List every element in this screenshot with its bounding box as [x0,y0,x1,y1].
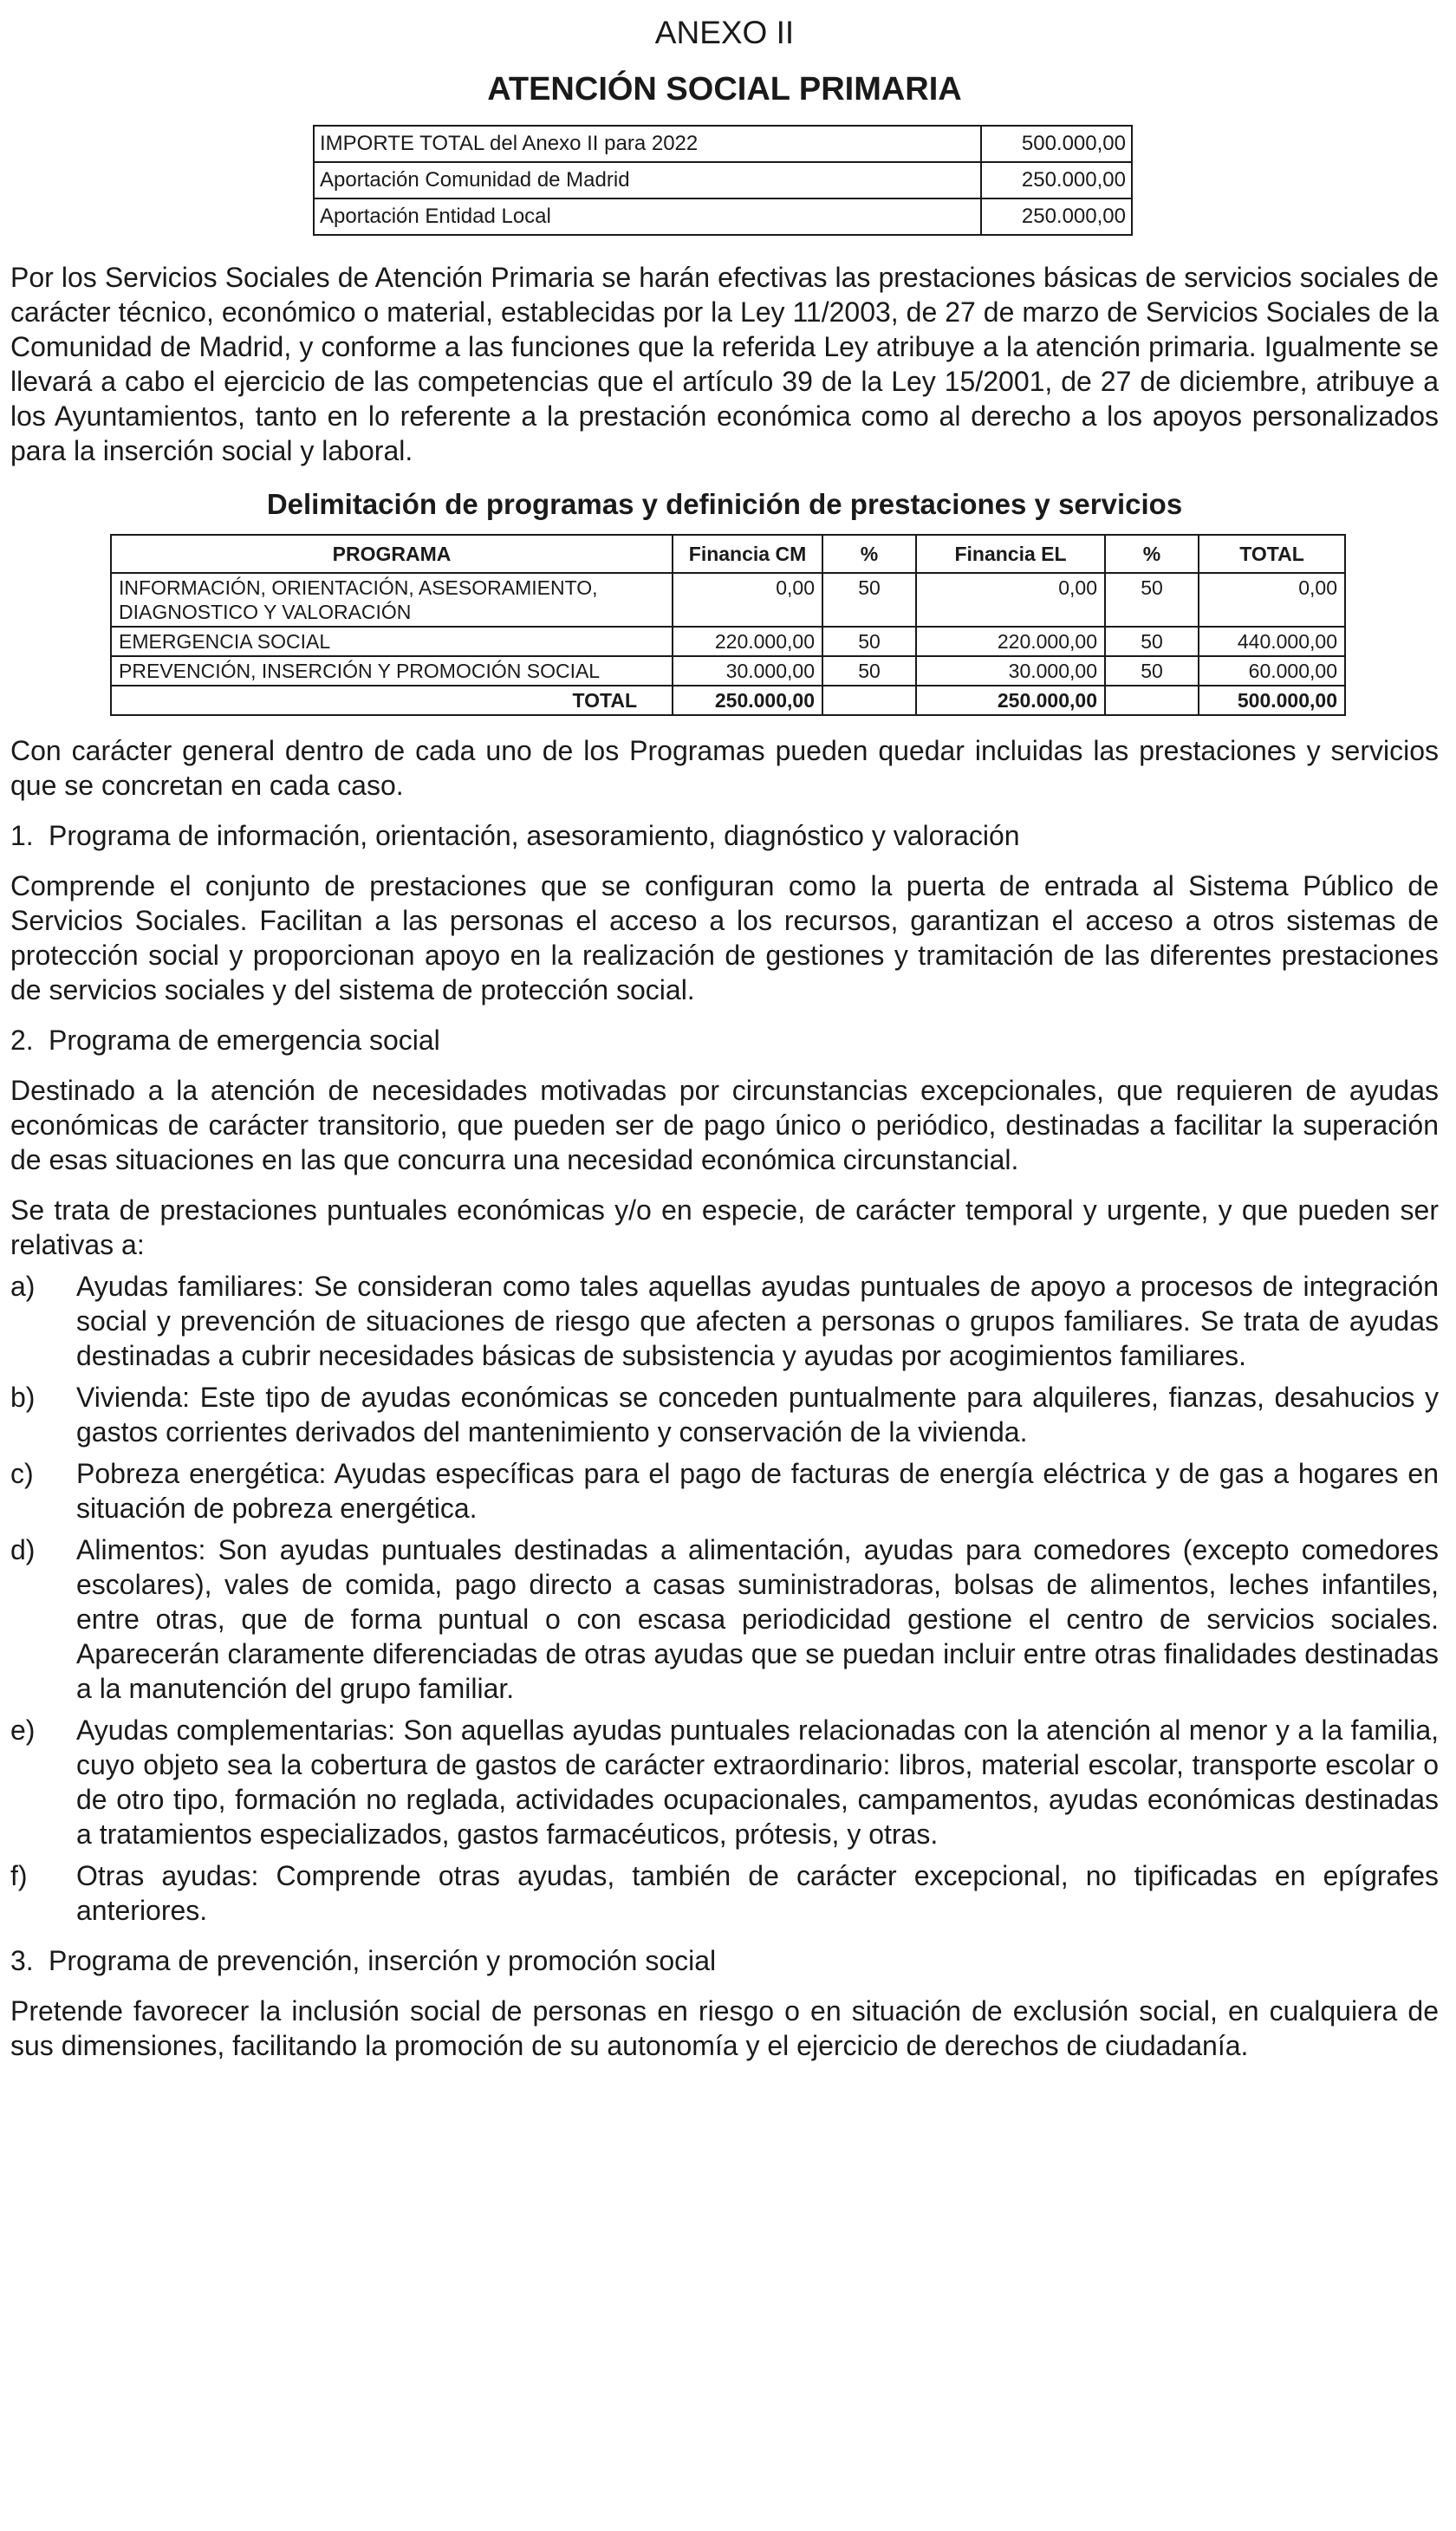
program-cell: INFORMACIÓN, ORIENTACIÓN, ASESORAMIENTO, DIAGNOSTICO Y VALORACIÓN [111,573,673,627]
program2-number: 2. [10,1025,34,1056]
table-row [111,573,1345,627]
intro-paragraph: Por los Servicios Sociales de Atención Primaria se harán efectivas las prestaciones básicas de servicios sociales de carácter técnico, económico o material, establecidas por la Ley 11/2003, de 27 de marzo de Servicios Sociales de la Comunidad de Madrid, y conforme a las funciones que la referida Ley atribuye a la atención primaria. Igualmente se llevará a cabo el ejercicio de las competencias que el artículo 39 de la Ley 15/2001, de 27 de diciembre, atribuye a los Ayuntamientos, tanto en lo referente a la prestación económica como al derecho a los apoyos personalizados para la inserción social y laboral. [10,262,1439,466]
amounts-table [313,125,1133,236]
amount-value: 250.000,00 [981,198,1132,235]
financia-cm-cell: 30.000,00 [673,656,822,686]
program2-text2: Se trata de prestaciones puntuales económicas y/o en especie, de carácter temporal y urgente, y que pueden ser relativas a: [10,1194,1439,1260]
list-item-text: Otras ayudas: Comprende otras ayudas, también de carácter excepcional, no tipificadas en epígrafes anteriores. [76,1860,1439,1926]
annex-title: ATENCIÓN SOCIAL PRIMARIA [487,71,962,107]
total-cell: 0,00 [1199,573,1345,627]
table-row [111,656,1345,686]
program3-text: Pretende favorecer la inclusión social de personas en riesgo o en situación de exclusión social, en cualquiera de sus dimensiones, facilitando la promoción de su autonomía y el ejercicio de derechos de ciudadanía. [10,1995,1439,2061]
program2-title: Programa de emergencia social [49,1025,440,1056]
total-cell: 440.000,00 [1199,627,1345,656]
list-marker: f) [10,1860,28,1891]
pct-el-cell: 50 [1105,656,1199,686]
table-row [314,198,1132,235]
program2-text: Destinado a la atención de necesidades motivadas por circunstancias excepcionales, que requieren de ayudas económicas de carácter transitorio, que pueden ser de pago único o periódico, destinadas a facilitar la superación de esas situaciones en las que concurra una necesidad económica circunstancial. [10,1075,1439,1175]
pct-el-cell: 50 [1105,573,1199,627]
program-cell: EMERGENCIA SOCIAL [111,627,673,656]
list-marker: c) [10,1458,34,1489]
program1-title: Programa de información, orientación, asesoramiento, diagnóstico y valoración [49,820,1020,851]
list-marker: a) [10,1271,36,1302]
document-page [10,0,1439,2531]
amount-label: Aportación Comunidad de Madrid [314,162,981,198]
pct-cm-cell: 50 [822,656,916,686]
program-cell: PREVENCIÓN, INSERCIÓN Y PROMOCIÓN SOCIAL [111,656,673,686]
table-row [314,162,1132,198]
general-paragraph: Con carácter general dentro de cada uno de los Programas pueden quedar incluidas las prestaciones y servicios que se concretan en cada caso. [10,735,1439,801]
grand-total-cell: 500.000,00 [1199,686,1345,715]
programs-table [110,534,1346,716]
column-header: Financia EL [916,535,1105,573]
list-item [10,1713,1439,1851]
amount-label: Aportación Entidad Local [314,198,981,235]
list-item-text: Vivienda: Este tipo de ayudas económicas se conceden puntualmente para alquileres, fianzas, desahucios y gastos corrientes derivados del mantenimiento y conservación de la vivienda. [76,1382,1439,1448]
list-item-text: Ayudas familiares: Se consideran como tales aquellas ayudas puntuales de apoyo a procesos de integración social y prevención de situaciones de riesgo que afecten a personas o grupos familiares. Se trata de ayudas destinadas a cubrir necesidades básicas de subsistencia y ayudas por acogimientos familiares. [76,1271,1439,1371]
column-header: % [1105,535,1199,573]
column-header: Financia CM [673,535,822,573]
amount-label: IMPORTE TOTAL del Anexo II para 2022 [314,126,981,162]
total-cell: 60.000,00 [1199,656,1345,686]
total-cm-cell: 250.000,00 [673,686,822,715]
list-marker: d) [10,1534,36,1565]
list-item-text: Alimentos: Son ayudas puntuales destinadas a alimentación, ayudas para comedores (excepto comedores escolares), vales de comida, pago directo a casas suministradoras, bolsas de alimentos, leches infantiles, entre otras, que de forma puntual o con escasa periodicidad gestione el centro de servicios sociales. Aparecerán claramente diferenciadas de otras ayudas que se puedan incluir entre otras finalidades destinadas a la manutención del grupo familiar. [76,1534,1439,1704]
table-row [314,126,1132,162]
pct-el-cell: 50 [1105,627,1199,656]
program2-heading [10,1023,1439,1057]
financia-el-cell: 0,00 [916,573,1105,627]
table-header-row [111,535,1345,573]
list-item [10,1380,1439,1449]
list-marker: b) [10,1382,36,1413]
empty-cell [822,686,916,715]
program3-title: Programa de prevención, inserción y promoción social [49,1945,717,1976]
pct-cm-cell: 50 [822,627,916,656]
total-el-cell: 250.000,00 [916,686,1105,715]
table-row [111,627,1345,656]
program1-heading [10,818,1439,853]
list-item [10,1532,1439,1706]
amount-value: 250.000,00 [981,162,1132,198]
program1-text: Comprende el conjunto de prestaciones que se configuran como la puerta de entrada al Sistema Público de Servicios Sociales. Facilitan a las personas el acceso a los recursos, garantizan el acceso a otros sistemas de protección social y proporcionan apoyo en la realización de gestiones y tramitación de las diferentes prestaciones de servicios sociales y del sistema de protección social. [10,870,1439,1005]
empty-cell [1105,686,1199,715]
program1-number: 1. [10,820,34,851]
table-total-row [111,686,1345,715]
list-marker: e) [10,1714,36,1746]
programs-table-title: Delimitación de programas y definición de prestaciones y servicios [266,488,1183,520]
total-label: TOTAL [111,686,673,715]
program3-number: 3. [10,1945,34,1976]
pct-cm-cell: 50 [822,573,916,627]
list-item-text: Pobreza energética: Ayudas específicas para el pago de facturas de energía eléctrica y de gas a hogares en situación de pobreza energética. [76,1458,1439,1524]
list-item [10,1269,1439,1373]
list-item-text: Ayudas complementarias: Son aquellas ayudas puntuales relacionadas con la atención al menor y a la familia, cuyo objeto sea la cobertura de gastos de carácter extraordinario: libros, material escolar, transporte escolar o de otro tipo, formación no reglada, actividades ocupacionales, campamentos, ayudas económicas destinadas a tratamientos especializados, gastos farmacéuticos, prótesis, y otras. [76,1714,1439,1850]
list-item [10,1858,1439,1928]
column-header: % [822,535,916,573]
financia-cm-cell: 0,00 [673,573,822,627]
list-item [10,1456,1439,1526]
column-header: PROGRAMA [111,535,673,573]
amount-value: 500.000,00 [981,126,1132,162]
annex-label: ANEXO II [654,15,795,50]
financia-cm-cell: 220.000,00 [673,627,822,656]
column-header: TOTAL [1199,535,1345,573]
program3-heading [10,1943,1439,1978]
financia-el-cell: 220.000,00 [916,627,1105,656]
financia-el-cell: 30.000,00 [916,656,1105,686]
